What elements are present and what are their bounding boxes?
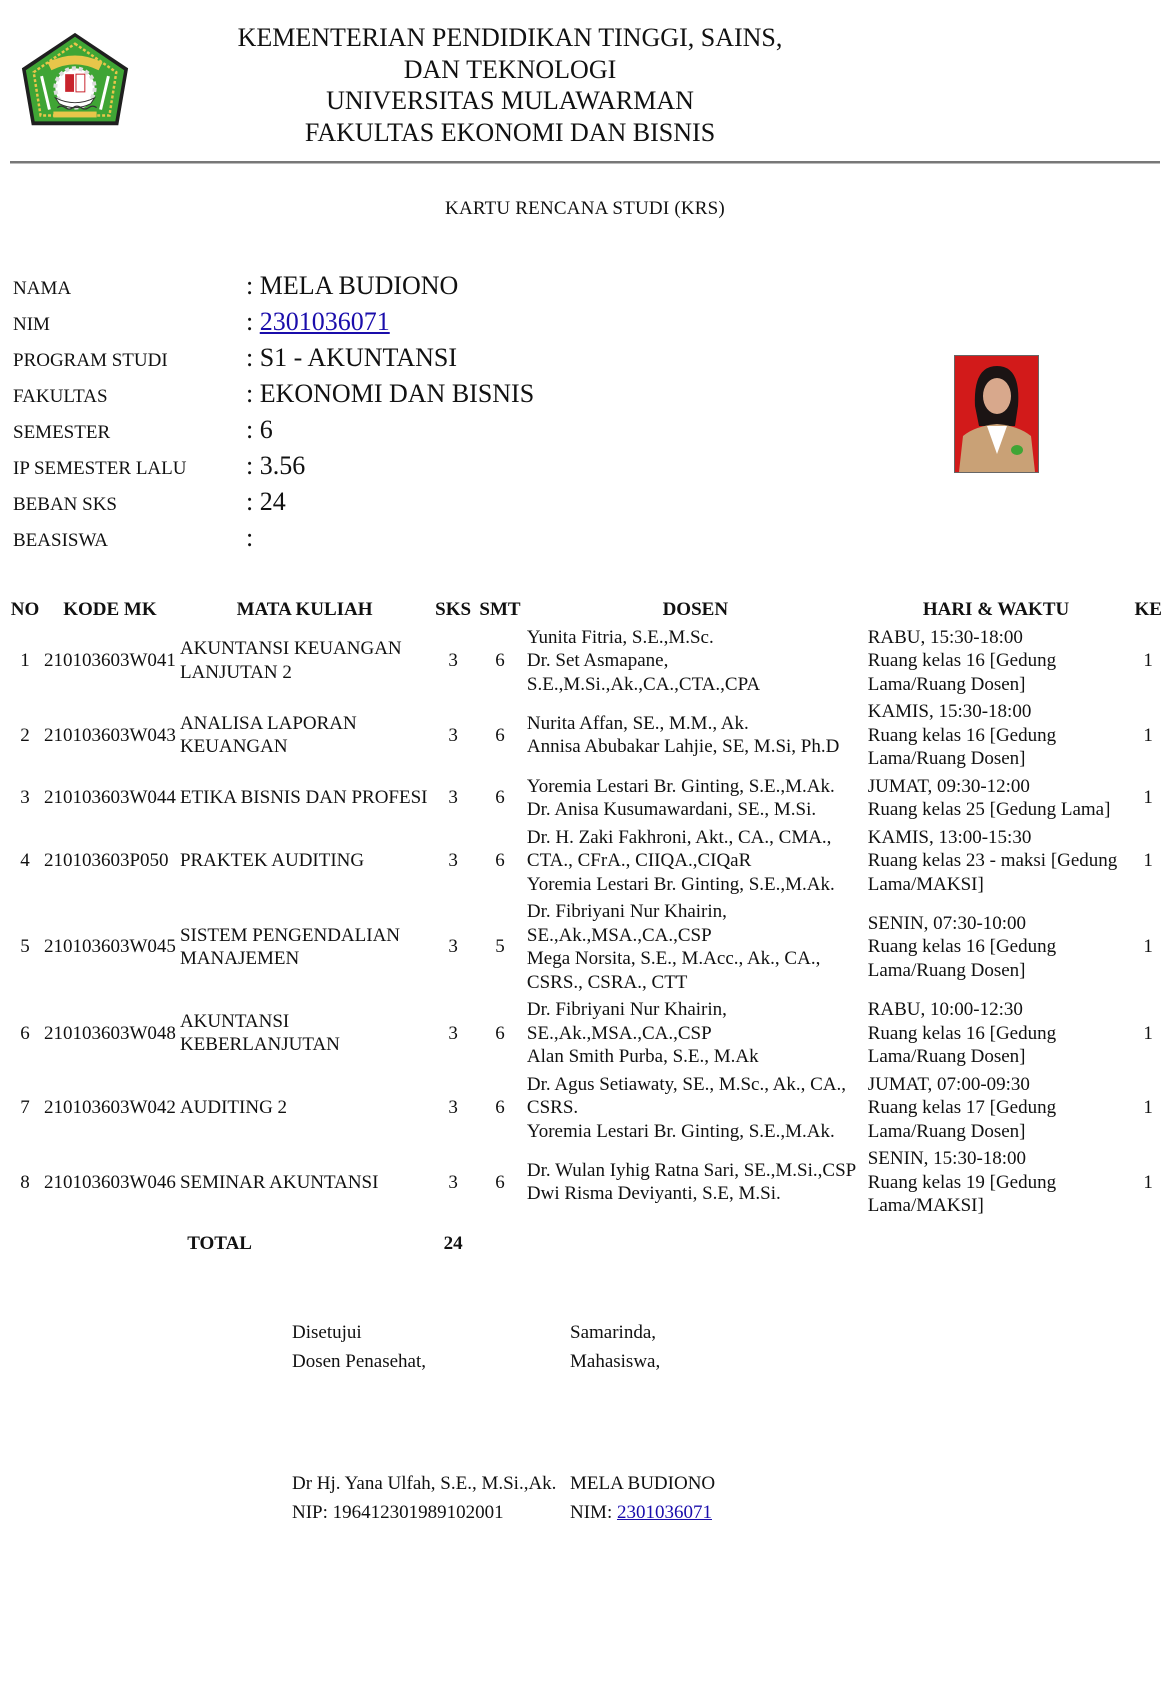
table-row: [8, 826, 1170, 901]
student-nim: [570, 1498, 715, 1527]
cell-mata-kuliah: SISTEM PENGENDALIAN MANAJEMEN: [179, 924, 401, 969]
info-label: NIM: [13, 314, 50, 335]
cell-hari-waktu: [866, 1073, 1127, 1148]
cell-ke: 1: [1143, 1171, 1153, 1193]
table-row: [8, 900, 1170, 998]
cell-no: 4: [20, 850, 30, 871]
schedule-time: SENIN, 07:30-10:00: [867, 912, 1027, 934]
table-row: [8, 1073, 1170, 1148]
dosen-name: Annisa Abubakar Lahjie, SE, M.Si, Ph.D: [526, 736, 840, 758]
dosen-name: Yoremia Lestari Br. Ginting, S.E.,M.Ak.: [526, 1120, 835, 1142]
column-header-mata-kuliah: MATA KULIAH: [236, 599, 373, 620]
header-divider: [10, 161, 1160, 163]
info-label: PROGRAM STUDI: [13, 350, 168, 371]
value-prefix: :: [246, 307, 260, 336]
cell-mata-kuliah: AKUNTANSI KEUANGAN LANJUTAN 2: [179, 638, 402, 683]
nim-link[interactable]: 2301036071: [616, 1502, 712, 1523]
cell-smt: 6: [495, 1022, 505, 1044]
cell-hari-waktu: [866, 626, 1127, 701]
cell-no: 5: [20, 936, 30, 958]
cell-kode-mk: 210103603W048: [43, 1022, 176, 1044]
info-value: :: [246, 523, 254, 552]
schedule-room: Ruang kelas 17 [Gedung Lama/Ruang Dosen]: [867, 1097, 1057, 1142]
institution-heading: [200, 22, 820, 148]
schedule-time: KAMIS, 13:00-15:30: [867, 826, 1032, 848]
university-logo-icon: [16, 28, 134, 140]
info-value: : MELA BUDIONO: [246, 271, 459, 300]
dosen-name: Mega Norsita, S.E., M.Acc., Ak., CA., CSRS., CSRA., CTT: [526, 948, 821, 993]
column-header-ke: KE: [1134, 599, 1162, 620]
column-header-smt: SMT: [479, 599, 521, 620]
heading-line: FAKULTAS EKONOMI DAN BISNIS: [304, 117, 716, 147]
info-value: : 24: [246, 487, 286, 516]
advisor-role: Dosen Penasehat,: [292, 1351, 427, 1372]
cell-smt: 6: [495, 787, 505, 809]
cell-mata-kuliah: ANALISA LAPORAN KEUANGAN: [179, 712, 357, 758]
nim-link[interactable]: 2301036071: [259, 307, 390, 336]
total-label: TOTAL: [187, 1232, 252, 1254]
table-row: [8, 998, 1170, 1073]
cell-kode-mk: 210103603W046: [43, 1171, 176, 1193]
cell-ke: 1: [1143, 850, 1153, 871]
student-role: Mahasiswa,: [570, 1351, 661, 1372]
cell-mata-kuliah: PRAKTEK AUDITING: [179, 850, 365, 871]
cell-sks: 3: [448, 1097, 458, 1118]
schedule-room: Ruang kelas 25 [Gedung Lama]: [867, 799, 1111, 820]
dosen-name: Dr. Anisa Kusumawardani, SE., M.Si.: [526, 799, 817, 820]
cell-hari-waktu: [866, 1147, 1127, 1222]
letterhead: [0, 0, 1170, 160]
portrait-icon: [955, 356, 1038, 472]
student-name: MELA BUDIONO: [570, 1473, 716, 1494]
total-filler: [475, 1222, 1170, 1260]
cell-smt: 5: [495, 936, 505, 958]
dosen-name: Dr. Wulan Iyhig Ratna Sari, SE.,M.Si.,CSP: [526, 1159, 857, 1181]
cell-smt: 6: [495, 1171, 505, 1193]
dosen-name: Yoremia Lestari Br. Ginting, S.E.,M.Ak.: [526, 775, 835, 797]
schedule-time: RABU, 10:00-12:30: [867, 999, 1023, 1020]
cell-kode-mk: 210103603W041: [43, 650, 176, 671]
schedule-time: SENIN, 15:30-18:00: [867, 1148, 1027, 1169]
cell-kode-mk: 210103603P050: [43, 850, 169, 871]
cell-hari-waktu: [866, 998, 1127, 1073]
cell-dosen: [525, 626, 866, 701]
schedule-time: JUMAT, 09:30-12:00: [867, 775, 1030, 797]
dosen-name: Dr. Fibriyani Nur Khairin, SE.,Ak.,MSA.,CA.,CSP: [526, 999, 727, 1044]
nim-prefix: NIM:: [570, 1502, 617, 1523]
table-row: [8, 1147, 1170, 1222]
cell-ke: 1: [1143, 936, 1153, 958]
cell-ke: 1: [1143, 1097, 1153, 1118]
cell-no: 7: [20, 1097, 30, 1118]
cell-no: 8: [20, 1171, 30, 1193]
student-signature-block: [570, 1318, 715, 1527]
cell-dosen: [525, 826, 866, 901]
cell-mata-kuliah: ETIKA BISNIS DAN PROFESI: [179, 787, 428, 809]
dosen-name: Yoremia Lestari Br. Ginting, S.E.,M.Ak.: [526, 873, 835, 895]
heading-line: KEMENTERIAN PENDIDIKAN TINGGI, SAINS,: [237, 23, 783, 52]
cell-hari-waktu: [866, 900, 1127, 998]
cell-ke: 1: [1143, 724, 1153, 746]
cell-hari-waktu: [866, 775, 1127, 826]
advisor-signature-block: [292, 1318, 556, 1527]
cell-sks: 3: [448, 650, 458, 671]
schedule-room: Ruang kelas 16 [Gedung Lama/Ruang Dosen]: [867, 936, 1057, 981]
cell-kode-mk: 210103603W042: [43, 1097, 176, 1118]
info-label: SEMESTER: [13, 422, 111, 443]
cell-smt: 6: [495, 650, 505, 671]
cell-ke: 1: [1143, 650, 1153, 671]
document-title: KARTU RENCANA STUDI (KRS): [445, 198, 725, 219]
cell-dosen: [525, 775, 866, 826]
column-header-kode-mk: KODE MK: [63, 599, 157, 620]
info-value: [246, 307, 390, 337]
heading-line: UNIVERSITAS MULAWARMAN: [326, 86, 694, 115]
info-value: : 3.56: [246, 451, 306, 480]
info-label: BEASISWA: [13, 530, 109, 551]
cell-sks: 3: [448, 724, 458, 746]
signature-space: [292, 1376, 556, 1469]
total-row: [8, 1222, 1170, 1260]
table-row: [8, 775, 1170, 826]
schedule-time: RABU, 15:30-18:00: [867, 626, 1023, 648]
cell-smt: 6: [495, 850, 505, 871]
schedule-room: Ruang kelas 16 [Gedung Lama/Ruang Dosen]: [867, 1022, 1057, 1067]
cell-dosen: [525, 998, 866, 1073]
table-row: [8, 626, 1170, 701]
cell-kode-mk: 210103603W043: [43, 724, 176, 746]
total-sks: 24: [443, 1232, 463, 1254]
dosen-name: Alan Smith Purba, S.E., M.Ak: [526, 1046, 759, 1067]
schedule-time: KAMIS, 15:30-18:00: [867, 701, 1032, 722]
schedule-time: JUMAT, 07:00-09:30: [867, 1073, 1030, 1095]
cell-ke: 1: [1143, 1022, 1153, 1044]
dosen-name: Dr. Agus Setiawaty, SE., M.Sc., Ak., CA., CSRS.: [526, 1073, 847, 1118]
info-value: : 6: [246, 415, 273, 444]
info-label: BEBAN SKS: [13, 494, 117, 515]
student-photo: [954, 355, 1039, 473]
cell-no: 2: [20, 724, 30, 746]
cell-hari-waktu: [866, 826, 1127, 901]
cell-kode-mk: 210103603W044: [43, 787, 176, 809]
dosen-name: Dr. H. Zaki Fakhroni, Akt., CA., CMA., CTA., CFrA., CIIQA.,CIQaR: [526, 826, 832, 871]
table-header-row: [8, 598, 1170, 626]
cell-mata-kuliah: SEMINAR AKUNTANSI: [179, 1171, 379, 1193]
dosen-name: Nurita Affan, SE., M.M., Ak.: [526, 712, 749, 734]
cell-smt: 6: [495, 724, 505, 746]
column-header-hari-waktu: HARI & WAKTU: [922, 599, 1070, 620]
info-label: FAKULTAS: [13, 386, 108, 407]
cell-no: 1: [20, 650, 30, 671]
cell-kode-mk: 210103603W045: [43, 936, 176, 958]
info-label: NAMA: [13, 278, 72, 299]
info-value: : S1 - AKUNTANSI: [246, 343, 457, 372]
schedule-room: Ruang kelas 23 - maksi [Gedung Lama/MAKSI]: [867, 850, 1118, 895]
advisor-name: Dr Hj. Yana Ulfah, S.E., M.Si.,Ak.: [292, 1473, 557, 1494]
approval-label: Disetujui: [292, 1322, 362, 1343]
table-row: [8, 700, 1170, 775]
cell-no: 6: [20, 1022, 30, 1044]
cell-smt: 6: [495, 1097, 505, 1118]
cell-no: 3: [20, 787, 30, 809]
heading-line: DAN TEKNOLOGI: [403, 54, 617, 84]
column-header-dosen: DOSEN: [662, 599, 729, 620]
cell-mata-kuliah: AKUNTANSI KEBERLANJUTAN: [179, 1010, 340, 1056]
info-value: : EKONOMI DAN BISNIS: [246, 379, 535, 408]
cell-sks: 3: [448, 1022, 458, 1044]
cell-dosen: [525, 1073, 866, 1148]
cell-sks: 3: [448, 787, 458, 809]
schedule-room: Ruang kelas 16 [Gedung Lama/Ruang Dosen]: [867, 724, 1057, 769]
cell-mata-kuliah: AUDITING 2: [179, 1097, 288, 1118]
column-header-no: NO: [10, 599, 40, 620]
info-label: IP SEMESTER LALU: [13, 458, 187, 479]
cell-sks: 3: [448, 850, 458, 871]
advisor-nip: NIP: 196412301989102001: [292, 1502, 504, 1523]
schedule-room: Ruang kelas 16 [Gedung Lama/Ruang Dosen]: [867, 650, 1057, 695]
schedule-room: Ruang kelas 19 [Gedung Lama/MAKSI]: [867, 1171, 1057, 1216]
dosen-name: Yunita Fitria, S.E.,M.Sc.: [526, 626, 714, 648]
dosen-name: Dr. Fibriyani Nur Khairin, SE.,Ak.,MSA.,CA.,CSP: [526, 901, 727, 946]
dosen-name: Dwi Risma Deviyanti, S.E, M.Si.: [526, 1183, 781, 1205]
cell-sks: 3: [448, 1171, 458, 1193]
cell-sks: 3: [448, 936, 458, 958]
cell-dosen: [525, 1147, 866, 1222]
signature-space: [570, 1376, 715, 1469]
place-label: Samarinda,: [570, 1322, 657, 1343]
cell-hari-waktu: [866, 700, 1127, 775]
cell-ke: 1: [1143, 787, 1153, 809]
krs-table: [8, 598, 1170, 1259]
cell-dosen: [525, 900, 866, 998]
column-header-sks: SKS: [435, 599, 472, 620]
dosen-name: Dr. Set Asmapane, S.E.,M.Si.,Ak.,CA.,CTA.,CPA: [526, 650, 761, 695]
cell-dosen: [525, 700, 866, 775]
